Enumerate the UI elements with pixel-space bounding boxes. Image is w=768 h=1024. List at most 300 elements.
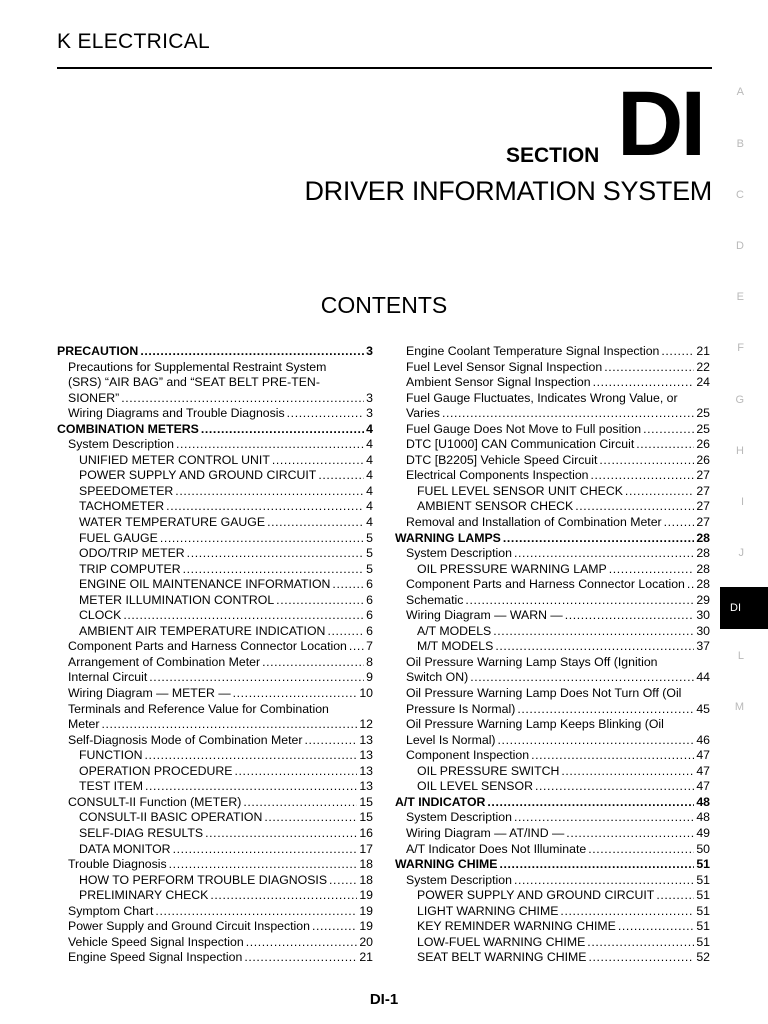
toc-page-number: 8	[366, 654, 373, 669]
dot-leader	[535, 779, 694, 795]
toc-entry-text: Terminals and Reference Value for Combination	[68, 701, 329, 716]
toc-entry[interactable]	[57, 577, 373, 593]
dot-leader	[609, 562, 695, 578]
section-tab[interactable]: D	[736, 240, 744, 252]
toc-page-number: 20	[359, 934, 373, 949]
toc-entry[interactable]	[395, 531, 710, 547]
toc-entry-text: SEAT BELT WARNING CHIME	[417, 950, 587, 965]
dot-leader	[329, 873, 357, 889]
toc-page-number: 15	[359, 810, 373, 825]
toc-entry-text: WATER TEMPERATURE GAUGE	[79, 515, 266, 530]
toc-entry-text: UNIFIED METER CONTROL UNIT	[79, 452, 270, 467]
toc-page-number: 4	[366, 421, 373, 436]
toc-page-number: 4	[366, 515, 373, 530]
dot-leader	[169, 857, 358, 873]
toc-page-number: 44	[696, 670, 710, 685]
toc-entry[interactable]	[395, 748, 710, 764]
toc-entry-text: PRECAUTION	[57, 344, 139, 358]
toc-entry[interactable]	[57, 935, 373, 951]
dot-leader	[201, 422, 364, 438]
toc-entry-text: Engine Coolant Temperature Signal Inspection	[406, 344, 660, 358]
dot-leader	[499, 857, 694, 873]
toc-entry[interactable]	[57, 857, 373, 873]
toc-page-number: 6	[366, 592, 373, 607]
dot-leader	[205, 826, 357, 842]
dot-leader	[123, 608, 364, 624]
toc-left-column	[57, 344, 373, 966]
toc-entry[interactable]	[57, 748, 373, 764]
toc-entry-text: KEY REMINDER WARNING CHIME	[417, 919, 616, 934]
toc-entry[interactable]	[395, 810, 710, 826]
dot-leader	[503, 531, 694, 547]
toc-entry[interactable]	[395, 562, 710, 578]
section-code: DI	[617, 73, 703, 175]
section-tab[interactable]: G	[735, 394, 744, 406]
dot-leader	[287, 406, 365, 422]
toc-page-number: 52	[696, 950, 710, 965]
toc-entry[interactable]	[57, 531, 373, 547]
toc-page-number: 27	[696, 483, 710, 498]
toc-entry[interactable]	[395, 391, 710, 422]
dot-leader	[145, 748, 358, 764]
toc-entry-text: Pressure Is Normal)	[406, 701, 516, 716]
toc-page-number: 27	[696, 468, 710, 483]
toc-entry-text: Internal Circuit	[68, 670, 148, 685]
dot-leader	[318, 468, 364, 484]
toc-entry-text: A/T INDICATOR	[395, 794, 486, 809]
toc-entry[interactable]	[395, 344, 710, 360]
dot-leader	[514, 546, 694, 562]
toc-entry-text: FUEL GAUGE	[79, 530, 158, 545]
toc-entry-text: OIL PRESSURE WARNING LAMP	[417, 561, 607, 576]
toc-page-number: 21	[359, 950, 373, 965]
dot-leader	[593, 375, 695, 391]
toc-page-number: 46	[696, 732, 710, 747]
toc-entry[interactable]	[395, 437, 710, 453]
toc-entry[interactable]	[57, 795, 373, 811]
toc-entry-text: AMBIENT SENSOR CHECK	[417, 499, 574, 514]
toc-entry[interactable]	[395, 422, 710, 438]
toc-entry-text: DTC [U1000] CAN Communication Circuit	[406, 437, 635, 452]
toc-entry-text: CLOCK	[79, 608, 122, 623]
dot-leader	[244, 950, 357, 966]
toc-entry-text: TACHOMETER	[79, 499, 165, 514]
toc-entry[interactable]	[57, 888, 373, 904]
toc-entry-text: M/T MODELS	[417, 639, 494, 654]
toc-entry[interactable]	[395, 717, 710, 748]
toc-entry[interactable]	[57, 919, 373, 935]
toc-entry-text: Symptom Chart	[68, 903, 154, 918]
toc-page-number: 13	[359, 748, 373, 763]
toc-page-number: 28	[696, 546, 710, 561]
toc-entry[interactable]	[57, 686, 373, 702]
dot-leader	[498, 733, 695, 749]
toc-entry-text: Electrical Components Inspection	[406, 468, 589, 483]
toc-page-number: 13	[359, 732, 373, 747]
dot-leader	[625, 484, 694, 500]
dot-leader	[235, 764, 358, 780]
toc-page-number: 25	[696, 421, 710, 436]
toc-entry[interactable]	[57, 593, 373, 609]
toc-entry[interactable]	[57, 546, 373, 562]
dot-leader	[121, 391, 364, 407]
toc-entry[interactable]	[395, 655, 710, 686]
toc-entry-text: Wiring Diagram — AT/IND —	[406, 825, 565, 840]
toc-entry-text: A/T Indicator Does Not Illuminate	[406, 841, 587, 856]
section-tab[interactable]: H	[736, 445, 744, 457]
toc-entry-text: DTC [B2205] Vehicle Speed Circuit	[406, 452, 598, 467]
section-tab[interactable]: M	[734, 701, 744, 713]
toc-entry[interactable]	[57, 826, 373, 842]
toc-entry[interactable]	[395, 919, 710, 935]
dot-leader	[264, 810, 357, 826]
toc-page-number: 49	[696, 825, 710, 840]
toc-entry[interactable]	[395, 686, 710, 717]
toc-page-number: 12	[359, 717, 373, 732]
toc-page-number: 51	[696, 934, 710, 949]
toc-entry-text: System Description	[68, 437, 174, 452]
toc-entry[interactable]	[57, 406, 373, 422]
toc-entry[interactable]	[57, 360, 373, 407]
dot-leader	[566, 826, 694, 842]
header-rule	[57, 67, 712, 69]
toc-entry-text: OIL PRESSURE SWITCH	[417, 763, 560, 778]
toc-page-number: 51	[696, 888, 710, 903]
toc-entry[interactable]	[395, 950, 710, 966]
dot-leader	[687, 577, 694, 593]
dot-leader	[661, 344, 694, 360]
toc-entry-text: Wiring Diagrams and Trouble Diagnosis	[68, 406, 285, 421]
toc-entry-text: WARNING LAMPS	[395, 530, 501, 545]
toc-entry-text: Ambient Sensor Signal Inspection	[406, 375, 591, 390]
section-tab[interactable]: L	[737, 650, 744, 662]
toc-entry-text: WARNING CHIME	[395, 857, 498, 872]
toc-page-number: 30	[696, 608, 710, 623]
toc-entry[interactable]	[57, 484, 373, 500]
toc-entry-text: LOW-FUEL WARNING CHIME	[417, 934, 586, 949]
section-tab[interactable]: J	[738, 547, 744, 559]
toc-entry-text: Oil Pressure Warning Lamp Does Not Turn Off (Oil	[406, 686, 682, 701]
toc-entry-text: TRIP COMPUTER	[79, 561, 181, 576]
dot-leader	[487, 795, 694, 811]
toc-entry-text: SELF-DIAG RESULTS	[79, 825, 204, 840]
toc-page-number: 28	[696, 577, 710, 592]
toc-page-number: 7	[366, 639, 373, 654]
toc-page-number: 26	[696, 452, 710, 467]
toc-page-number: 10	[359, 686, 373, 701]
dot-leader	[175, 484, 364, 500]
toc-entry[interactable]	[395, 499, 710, 515]
toc-page-number: 30	[696, 623, 710, 638]
dot-leader	[470, 670, 694, 686]
toc-page-number: 27	[696, 499, 710, 514]
toc-page-number: 19	[359, 919, 373, 934]
toc-entry[interactable]	[57, 499, 373, 515]
dot-leader	[349, 639, 364, 655]
dot-leader	[173, 842, 358, 858]
toc-entry-text: COMBINATION METERS	[57, 421, 199, 436]
section-tab[interactable]: F	[737, 342, 744, 354]
toc-page-number: 4	[366, 499, 373, 514]
toc-page-number: 51	[696, 872, 710, 887]
dot-leader	[493, 624, 694, 640]
toc-page-number: 51	[696, 919, 710, 934]
toc-page-number: 18	[359, 872, 373, 887]
dot-leader	[160, 531, 364, 547]
toc-entry-text: LIGHT WARNING CHIME	[417, 903, 559, 918]
toc-entry-text: Switch ON)	[406, 670, 469, 685]
dot-leader	[276, 593, 364, 609]
toc-entry-text: Component Parts and Harness Connector Location	[406, 577, 685, 592]
toc-page-number: 15	[359, 794, 373, 809]
dot-leader	[565, 608, 695, 624]
toc-page-number: 27	[696, 515, 710, 530]
toc-entry-text: SPEEDOMETER	[79, 483, 174, 498]
toc-entry-text: ENGINE OIL MAINTENANCE INFORMATION	[79, 577, 331, 592]
toc-page-number: 50	[696, 841, 710, 856]
toc-entry[interactable]	[395, 624, 710, 640]
toc-entry[interactable]	[395, 873, 710, 889]
dot-leader	[561, 764, 694, 780]
toc-page-number: 5	[366, 530, 373, 545]
toc-page-number: 48	[696, 794, 710, 809]
dot-leader	[267, 515, 364, 531]
toc-entry-text: Component Inspection	[406, 748, 530, 763]
toc-entry-text: Removal and Installation of Combination Meter	[406, 515, 662, 530]
toc-entry[interactable]	[395, 639, 710, 655]
toc-entry-text: POWER SUPPLY AND GROUND CIRCUIT	[79, 468, 317, 483]
toc-entry[interactable]	[57, 515, 373, 531]
toc-entry[interactable]	[57, 344, 373, 360]
toc-entry[interactable]	[57, 670, 373, 686]
toc-entry[interactable]	[57, 873, 373, 889]
toc-entry-text: Power Supply and Ground Circuit Inspection	[68, 919, 310, 934]
contents-heading: CONTENTS	[320, 292, 448, 318]
toc-entry[interactable]	[57, 468, 373, 484]
toc-entry-text: TEST ITEM	[79, 779, 143, 794]
dot-leader	[591, 468, 695, 484]
section-tab[interactable]: I	[740, 496, 744, 508]
toc-page-number: 13	[359, 763, 373, 778]
dot-leader	[101, 717, 357, 733]
toc-entry-text: CONSULT-II BASIC OPERATION	[79, 810, 263, 825]
toc-entry[interactable]	[57, 842, 373, 858]
toc-entry-text: Engine Speed Signal Inspection	[68, 950, 243, 965]
dot-leader	[531, 748, 694, 764]
toc-page-number: 47	[696, 779, 710, 794]
section-title: DRIVER INFORMATION SYSTEM	[304, 176, 712, 206]
toc-right-column	[395, 344, 710, 966]
toc-entry[interactable]	[395, 360, 710, 376]
dot-leader	[246, 935, 358, 951]
toc-page-number: 6	[366, 623, 373, 638]
toc-page-number: 4	[366, 452, 373, 467]
section-label: SECTION	[506, 144, 600, 167]
toc-entry-text: Arrangement of Combination Meter	[68, 654, 261, 669]
toc-entry-text: Schematic	[406, 592, 464, 607]
toc-page-number: 4	[366, 437, 373, 452]
dot-leader	[243, 795, 357, 811]
dot-leader	[575, 499, 694, 515]
toc-entry-text: DATA MONITOR	[79, 841, 171, 856]
toc-page-number: 47	[696, 748, 710, 763]
toc-entry-text: Precautions for Supplemental Restraint System	[68, 359, 327, 374]
section-tab[interactable]: A	[736, 86, 744, 98]
toc-entry[interactable]	[395, 593, 710, 609]
toc-entry-text: OIL LEVEL SENSOR	[417, 779, 533, 794]
toc-entry[interactable]	[57, 702, 373, 733]
dot-leader	[183, 562, 365, 578]
toc-entry[interactable]	[395, 795, 710, 811]
dot-leader	[327, 624, 364, 640]
dot-leader	[588, 842, 694, 858]
toc-entry[interactable]	[395, 935, 710, 951]
section-tab[interactable]: E	[736, 291, 744, 303]
toc-entry-text: HOW TO PERFORM TROUBLE DIAGNOSIS	[79, 872, 328, 887]
toc-entry-text: PRELIMINARY CHECK	[79, 888, 209, 903]
toc-entry[interactable]	[57, 624, 373, 640]
dot-leader	[272, 453, 364, 469]
dot-leader	[149, 670, 364, 686]
toc-entry-text: Varies	[406, 406, 440, 421]
toc-entry-text: System Description	[406, 546, 512, 561]
dot-leader	[560, 904, 694, 920]
page-number: DI-1	[369, 991, 399, 1008]
toc-entry-text: Wiring Diagram — WARN —	[406, 608, 563, 623]
toc-entry-text: METER ILLUMINATION CONTROL	[79, 592, 275, 607]
toc-page-number: 29	[696, 592, 710, 607]
toc-page-number: 18	[359, 857, 373, 872]
dot-leader	[514, 873, 694, 889]
dot-leader	[140, 344, 364, 360]
toc-page-number: 5	[366, 546, 373, 561]
toc-entry[interactable]	[395, 453, 710, 469]
toc-entry-text: Oil Pressure Warning Lamp Stays Off (Ignition	[406, 654, 658, 669]
toc-page-number: 26	[696, 437, 710, 452]
dot-leader	[187, 546, 364, 562]
dot-leader	[604, 360, 694, 376]
toc-page-number: 6	[366, 608, 373, 623]
dot-leader	[465, 593, 694, 609]
section-tab-active[interactable]: DI	[720, 587, 768, 629]
dot-leader	[636, 437, 694, 453]
dot-leader	[304, 733, 357, 749]
toc-entry-text: FUNCTION	[79, 748, 143, 763]
toc-entry[interactable]	[57, 655, 373, 671]
toc-page-number: 48	[696, 810, 710, 825]
toc-entry[interactable]	[57, 950, 373, 966]
toc-entry[interactable]	[57, 764, 373, 780]
toc-entry[interactable]	[395, 484, 710, 500]
toc-entry-text: (SRS) “AIR BAG” and “SEAT BELT PRE-TEN-	[68, 375, 320, 390]
dot-leader	[233, 686, 358, 702]
dot-leader	[495, 639, 694, 655]
toc-entry[interactable]	[57, 779, 373, 795]
toc-entry-text: Meter	[68, 717, 100, 732]
toc-entry[interactable]	[57, 562, 373, 578]
dot-leader	[517, 702, 694, 718]
toc-entry[interactable]	[395, 546, 710, 562]
toc-entry[interactable]	[57, 904, 373, 920]
toc-entry-text: POWER SUPPLY AND GROUND CIRCUIT	[417, 888, 655, 903]
toc-entry-text: Oil Pressure Warning Lamp Keeps Blinking (Oil	[406, 717, 664, 732]
toc-entry[interactable]	[395, 468, 710, 484]
dot-leader	[442, 406, 694, 422]
toc-page-number: 13	[359, 779, 373, 794]
toc-page-number: 9	[366, 670, 373, 685]
toc-entry[interactable]	[395, 826, 710, 842]
toc-page-number: 3	[366, 406, 373, 421]
toc-entry[interactable]	[395, 857, 710, 873]
toc-entry[interactable]	[57, 422, 373, 438]
toc-page-number: 37	[696, 639, 710, 654]
dot-leader	[262, 655, 364, 671]
toc-entry[interactable]	[395, 515, 710, 531]
toc-page-number: 51	[696, 857, 710, 872]
toc-page-number: 6	[366, 577, 373, 592]
dot-leader	[618, 919, 694, 935]
toc-entry[interactable]	[57, 608, 373, 624]
toc-entry[interactable]	[395, 888, 710, 904]
toc-page-number: 28	[696, 530, 710, 545]
toc-entry[interactable]	[395, 577, 710, 593]
toc-entry[interactable]	[395, 779, 710, 795]
toc-page-number: 22	[696, 359, 710, 374]
toc-entry-text: System Description	[406, 872, 512, 887]
toc-entry[interactable]	[395, 842, 710, 858]
toc-entry[interactable]	[395, 608, 710, 624]
toc-entry[interactable]	[57, 733, 373, 749]
manual-category: K ELECTRICAL	[57, 30, 210, 53]
toc-page-number: 51	[696, 903, 710, 918]
toc-page-number: 16	[359, 825, 373, 840]
toc-page-number: 19	[359, 888, 373, 903]
dot-leader	[664, 515, 695, 531]
toc-page-number: 4	[366, 483, 373, 498]
section-tab[interactable]: B	[736, 138, 744, 150]
dot-leader	[514, 810, 694, 826]
toc-entry[interactable]	[395, 375, 710, 391]
toc-entry-text: CONSULT-II Function (METER)	[68, 794, 242, 809]
toc-entry[interactable]	[57, 437, 373, 453]
dot-leader	[643, 422, 694, 438]
dot-leader	[587, 935, 694, 951]
toc-page-number: 17	[359, 841, 373, 856]
toc-entry-text: Trouble Diagnosis	[68, 857, 167, 872]
dot-leader	[210, 888, 357, 904]
toc-entry[interactable]	[395, 764, 710, 780]
dot-leader	[588, 950, 694, 966]
toc-entry-text: FUEL LEVEL SENSOR UNIT CHECK	[417, 483, 623, 498]
dot-leader	[166, 499, 364, 515]
toc-page-number: 5	[366, 561, 373, 576]
toc-entry[interactable]	[57, 639, 373, 655]
toc-entry-text: Fuel Gauge Fluctuates, Indicates Wrong Value, or	[406, 390, 678, 405]
section-tab[interactable]: C	[736, 189, 744, 201]
toc-page-number: 47	[696, 763, 710, 778]
toc-page-number: 3	[366, 390, 373, 405]
dot-leader	[656, 888, 694, 904]
toc-entry[interactable]	[57, 453, 373, 469]
toc-entry-text: A/T MODELS	[417, 623, 492, 638]
toc-page-number: 24	[696, 375, 710, 390]
dot-leader	[155, 904, 357, 920]
toc-entry[interactable]	[57, 810, 373, 826]
toc-entry[interactable]	[395, 904, 710, 920]
toc-page-number: 45	[696, 701, 710, 716]
toc-page-number: 4	[366, 468, 373, 483]
toc-entry-text: ODO/TRIP METER	[79, 546, 185, 561]
